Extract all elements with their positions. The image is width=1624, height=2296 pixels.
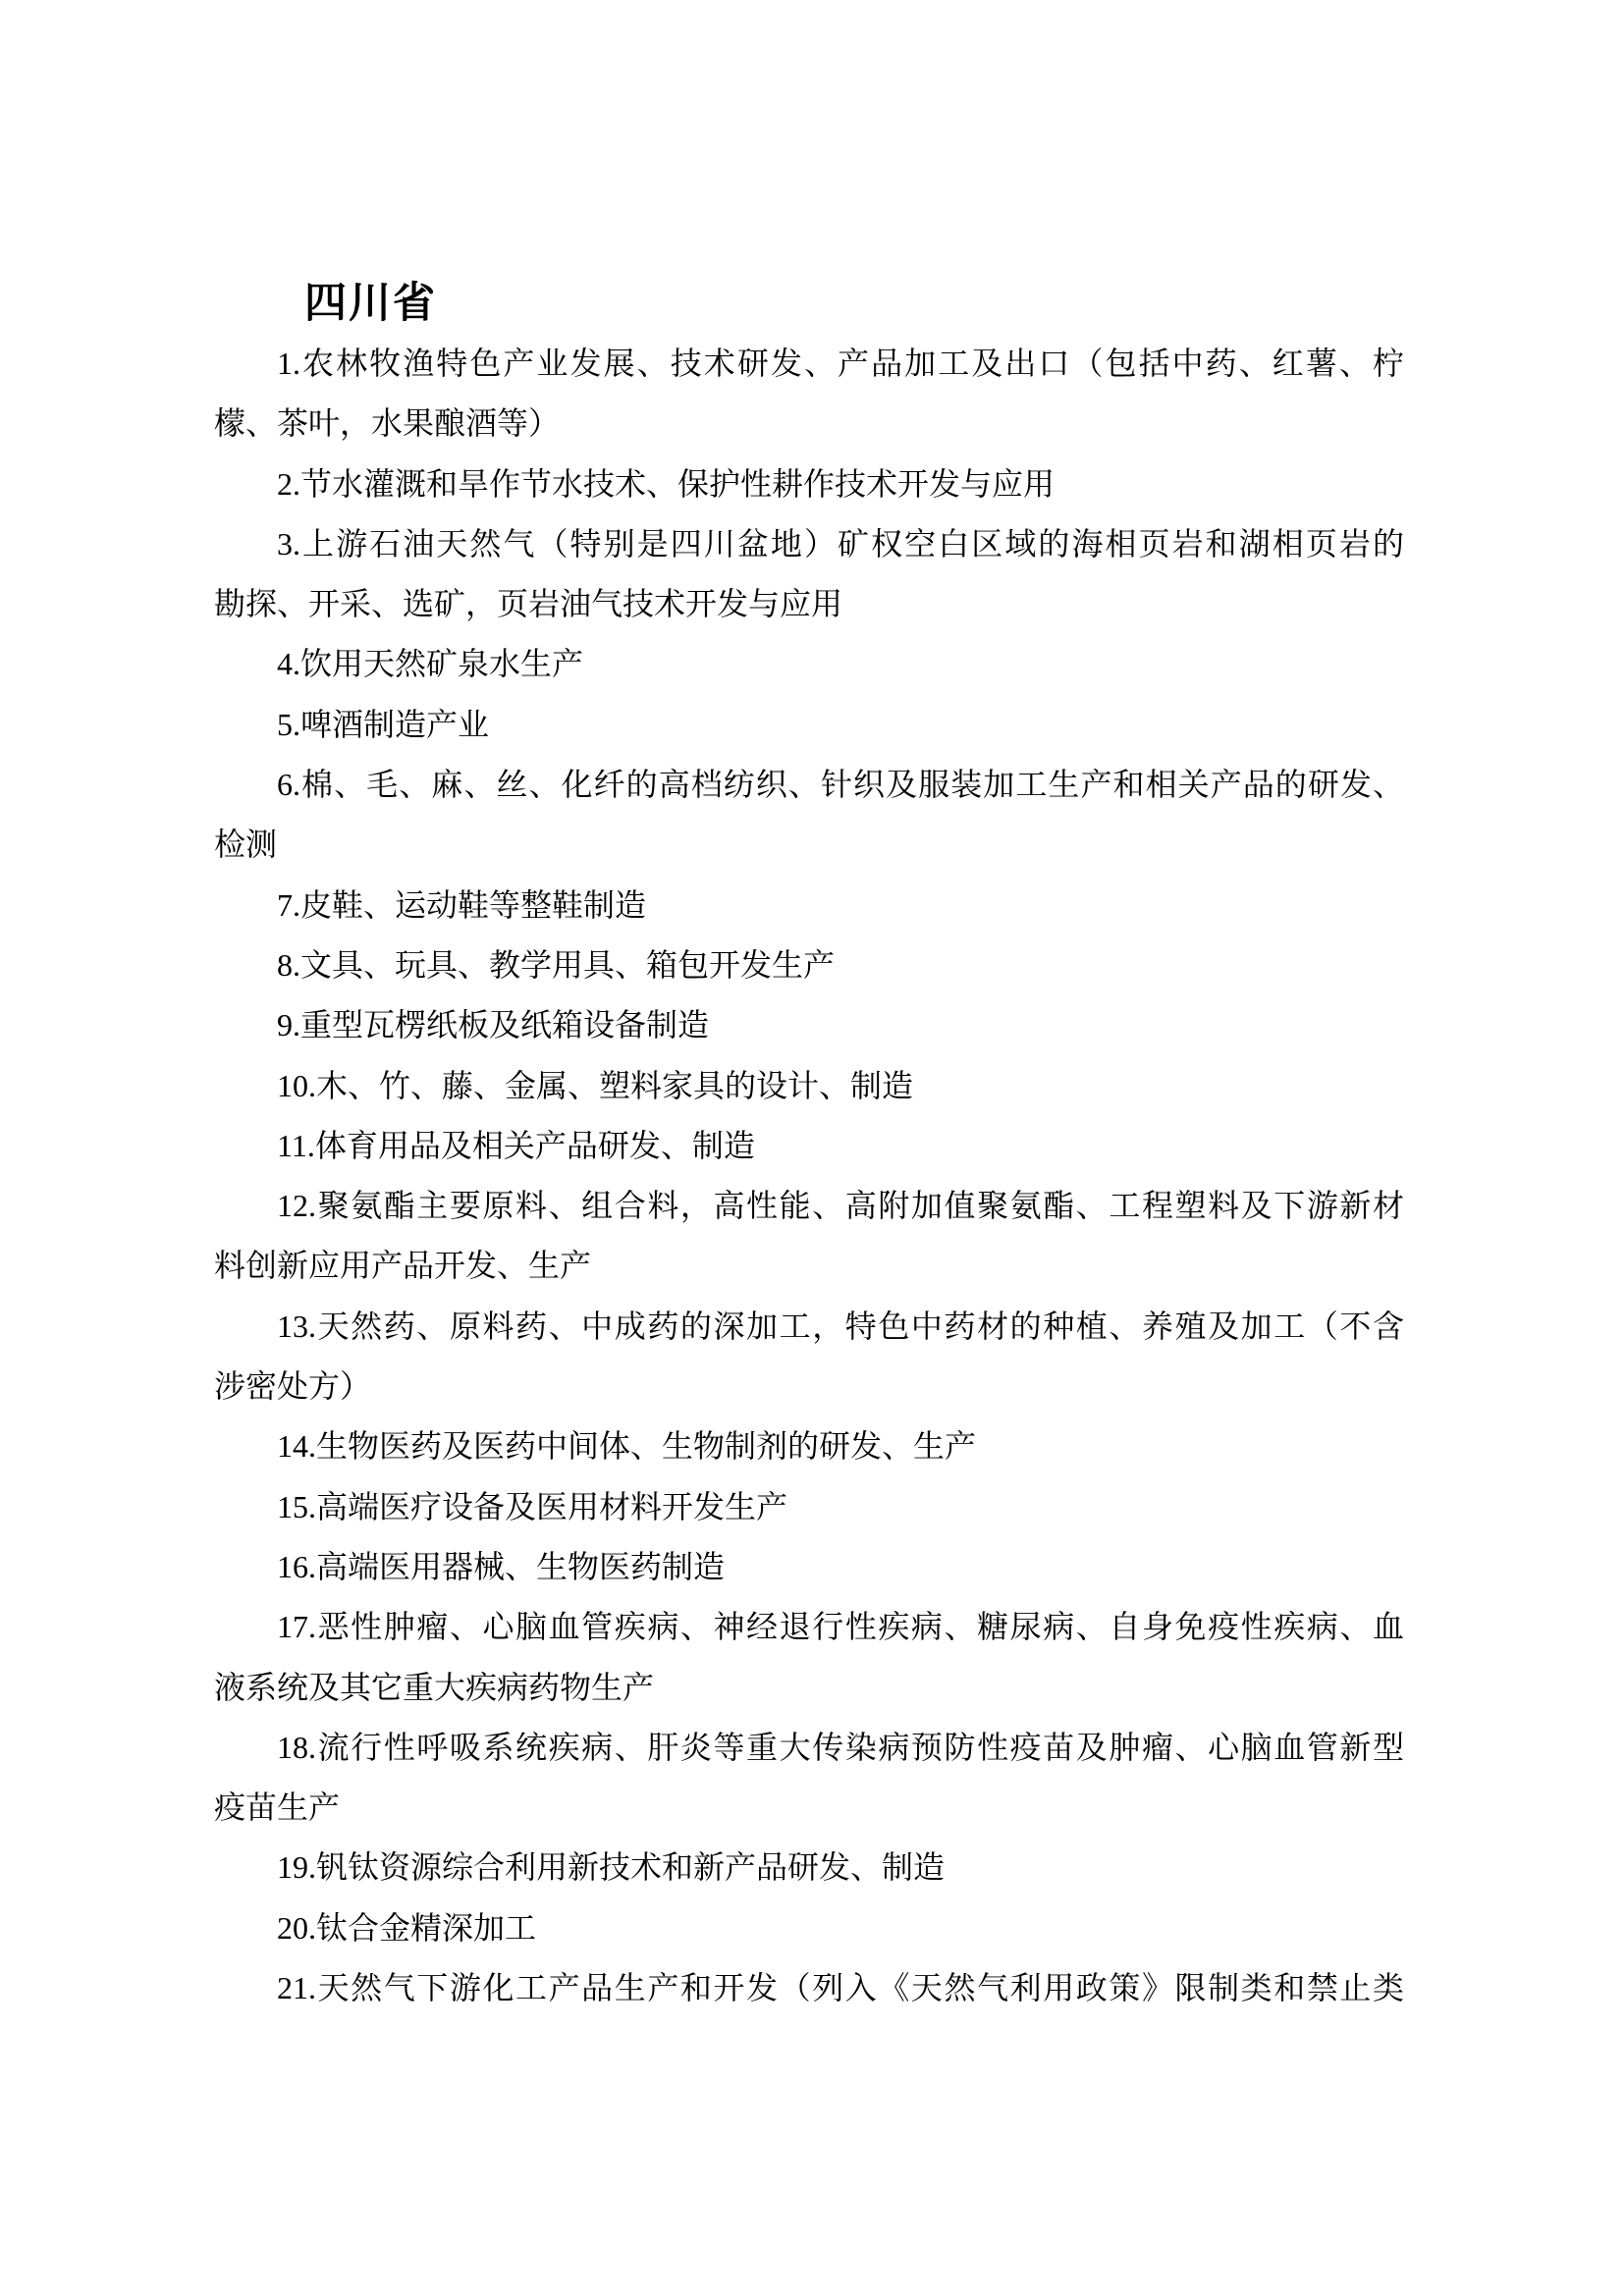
text-line: 疫苗生产	[214, 1789, 341, 1826]
text-line: 15.高端医疗设备及医用材料开发生产	[277, 1488, 788, 1524]
text-line: 10.木、竹、藤、金属、塑料家具的设计、制造	[277, 1067, 914, 1103]
text-line: 13.天然药、原料药、中成药的深加工，特色中药材的种植、养殖及加工（不含	[277, 1308, 1404, 1344]
document-content	[214, 267, 1404, 2018]
text-line: 检测	[214, 827, 278, 863]
text-line: 1.农林牧渔特色产业发展、技术研发、产品加工及出口（包括中药、红薯、柠	[277, 346, 1404, 381]
text-line: 17.恶性肿瘤、心脑血管疾病、神经退行性疾病、糖尿病、自身免疫性疾病、血	[277, 1609, 1404, 1645]
province-heading: 四川省	[304, 280, 437, 327]
text-line: 18.流行性呼吸系统疾病、肝炎等重大传染病预防性疫苗及肿瘤、心脑血管新型	[277, 1729, 1404, 1765]
text-line: 12.聚氨酯主要原料、组合料，高性能、高附加值聚氨酯、工程塑料及下游新材	[277, 1188, 1404, 1224]
text-line: 涉密处方）	[214, 1368, 372, 1405]
text-line: 6.棉、毛、麻、丝、化纤的高档纺织、针织及服装加工生产和相关产品的研发、	[277, 767, 1404, 803]
text-line: 20.钛合金精深加工	[277, 1909, 537, 1946]
text-line: 11.体育用品及相关产品研发、制造	[277, 1127, 755, 1163]
text-line: 勘探、开采、选矿，页岩油气技术开发与应用	[214, 586, 843, 622]
text-line: 2.节水灌溉和旱作节水技术、保护性耕作技术开发与应用	[277, 465, 1056, 502]
text-line: 16.高端医用器械、生物医药制造	[277, 1548, 726, 1584]
text-line: 5.啤酒制造产业	[277, 706, 490, 742]
text-line: 3.上游石油天然气（特别是四川盆地）矿权空白区域的海相页岩和湖相页岩的	[277, 525, 1404, 561]
text-line: 19.钒钛资源综合利用新技术和新产品研发、制造	[277, 1849, 946, 1886]
text-line: 14.生物医药及医药中间体、生物制剂的研发、生产	[277, 1428, 977, 1465]
text-line: 9.重型瓦楞纸板及纸箱设备制造	[277, 1007, 710, 1043]
text-line: 料创新应用产品开发、生产	[214, 1248, 592, 1284]
text-line: 21.天然气下游化工产品生产和开发（列入《天然气利用政策》限制类和禁止类	[277, 1970, 1404, 2006]
text-line: 8.文具、玩具、教学用具、箱包开发生产	[277, 946, 836, 983]
text-line: 液系统及其它重大疾病药物生产	[214, 1669, 655, 1705]
text-line: 檬、茶叶，水果酿酒等）	[214, 405, 561, 442]
text-line: 7.皮鞋、运动鞋等整鞋制造	[277, 886, 647, 923]
text-line: 4.饮用天然矿泉水生产	[277, 646, 584, 682]
